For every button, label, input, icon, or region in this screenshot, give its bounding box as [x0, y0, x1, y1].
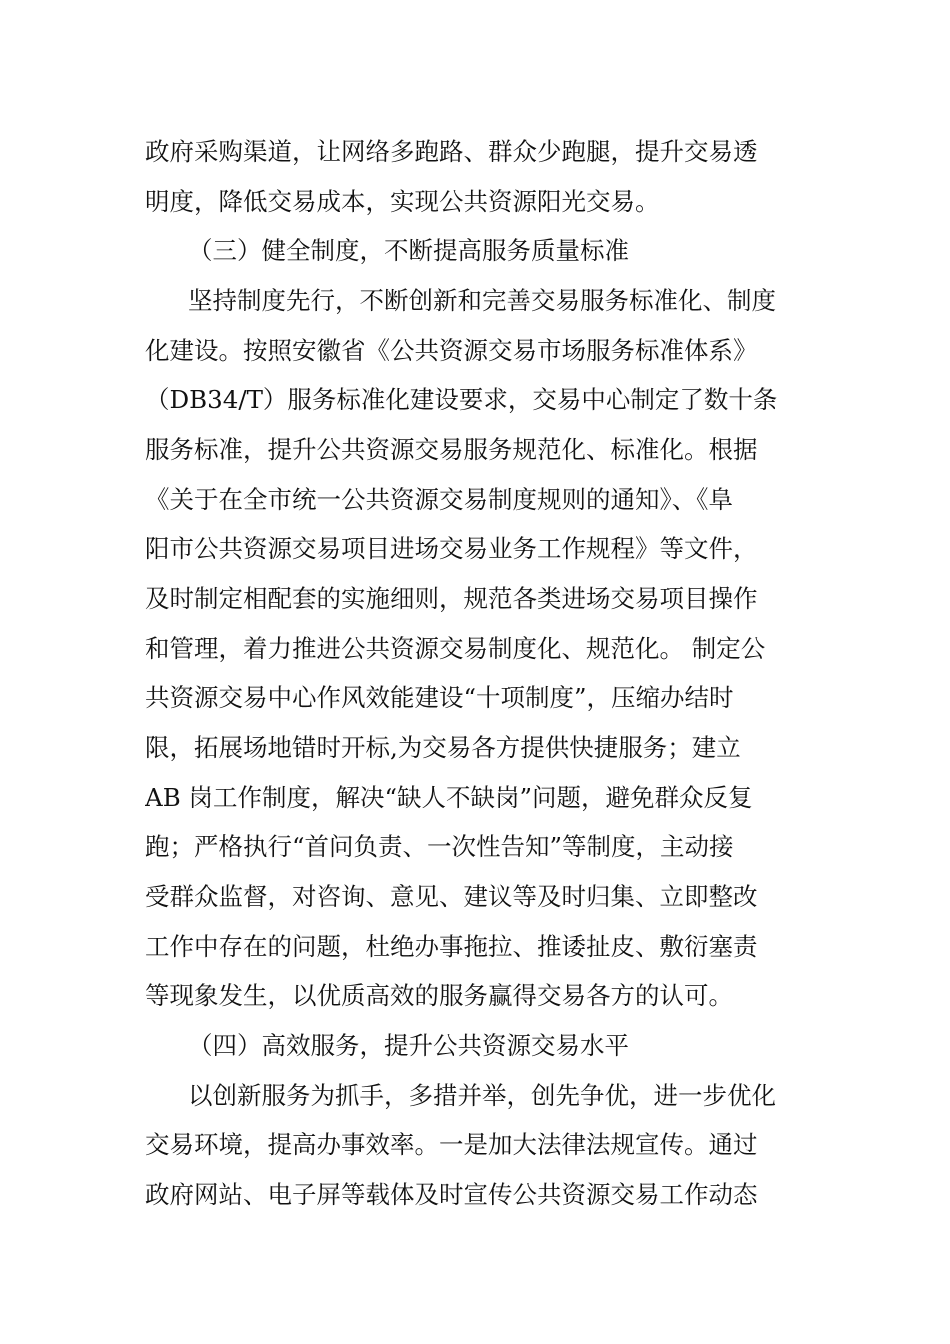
text-line: AB 岗工作制度，解决“缺人不缺岗”问题，避免群众反复 — [145, 783, 753, 812]
text-line: 《关于在全市统一公共资源交易制度规则的通知》、《阜 — [145, 485, 733, 514]
text-line: 限，拓展场地错时开标,为交易各方提供快捷服务；建立 — [145, 733, 741, 762]
text-line: 跑；严格执行“首问负责、一次性告知”等制度，主动接 — [145, 832, 734, 861]
text-line: 阳市公共资源交易项目进场交易业务工作规程》等文件， — [145, 534, 758, 563]
text-line: 共资源交易中心作风效能建设“十项制度”，压缩办结时 — [145, 683, 734, 712]
text-line: 化建设。按照安徽省《公共资源交易市场服务标准体系》 — [145, 336, 758, 365]
text-line: 等现象发生，以优质高效的服务赢得交易各方的认可。 — [145, 981, 733, 1010]
paragraph-start: 坚持制度先行，不断创新和完善交易服务标准化、制度 — [188, 286, 776, 315]
text-line: 政府网站、电子屏等载体及时宣传公共资源交易工作动态 — [145, 1180, 758, 1209]
text-line: 交易环境，提高办事效率。一是加大法律法规宣传。通过 — [145, 1130, 758, 1159]
text-line: 政府采购渠道，让网络多跑路、群众少跑腿，提升交易透 — [145, 137, 758, 166]
text-line: 受群众监督，对咨询、意见、建议等及时归集、立即整改 — [145, 882, 758, 911]
text-line: 明度，降低交易成本，实现公共资源阳光交易。 — [145, 187, 660, 216]
section-heading-3: （三）健全制度，不断提高服务质量标准 — [188, 236, 629, 265]
text-line: 和管理，着力推进公共资源交易制度化、规范化。 制定公 — [145, 634, 766, 663]
paragraph-start: 以创新服务为抓手，多措并举，创先争优，进一步优化 — [188, 1081, 776, 1110]
text-line: 及时制定相配套的实施细则，规范各类进场交易项目操作 — [145, 584, 758, 613]
text-line: 工作中存在的问题，杜绝办事拖拉、推诿扯皮、敷衍塞责 — [145, 932, 758, 961]
text-line: （DB34/T）服务标准化建设要求，交易中心制定了数十条 — [145, 385, 778, 414]
text-line: 服务标准，提升公共资源交易服务规范化、标准化。根据 — [145, 435, 758, 464]
section-heading-4: （四）高效服务，提升公共资源交易水平 — [188, 1031, 629, 1060]
